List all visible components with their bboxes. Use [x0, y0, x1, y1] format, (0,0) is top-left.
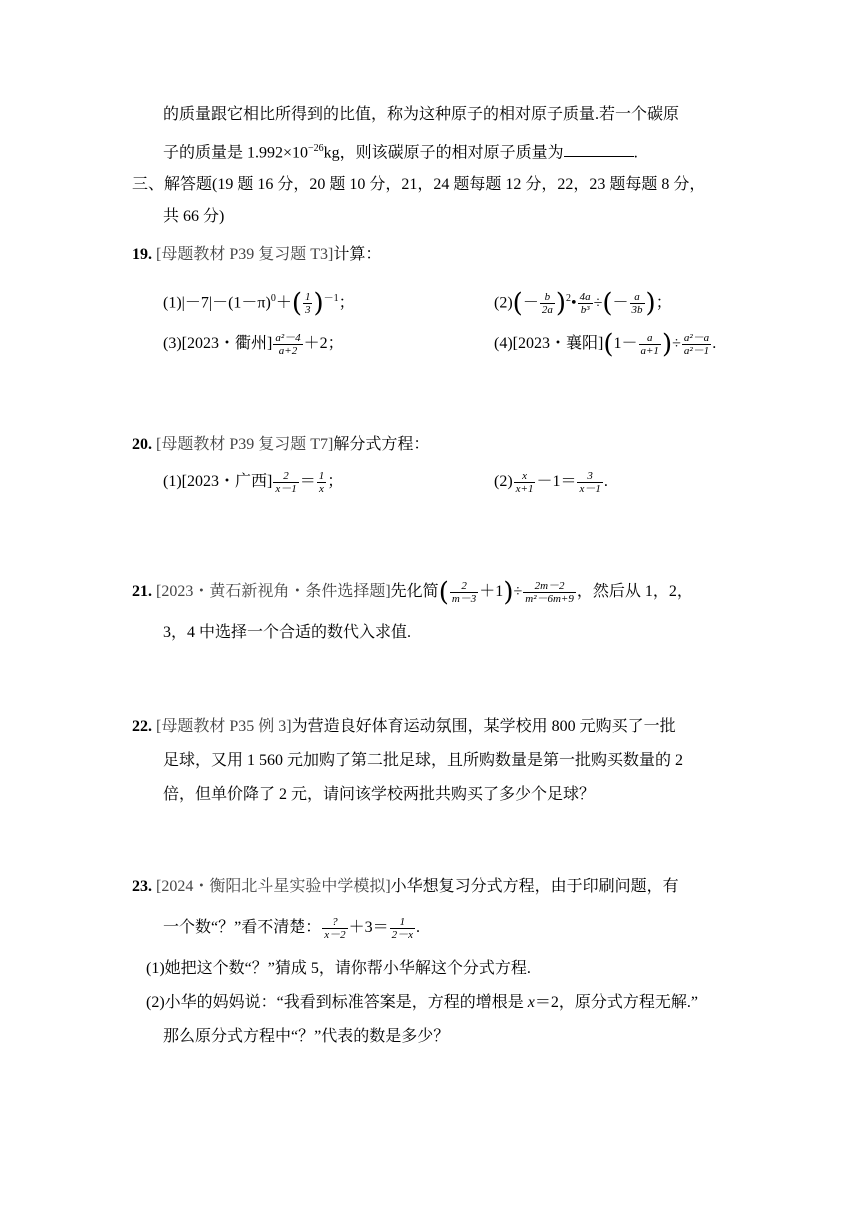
q20-source: [母题教材 P39 复习题 T7] — [156, 436, 334, 453]
left-paren: ( — [291, 288, 302, 319]
numerator: a — [646, 332, 653, 344]
q21-number: 21. — [132, 583, 152, 601]
q20-p2-fraction-2 — [577, 470, 602, 495]
q19-p4-fraction-2 — [682, 332, 711, 357]
q19-p3-label: (3)[2023・衢州] — [163, 335, 273, 353]
intro-line-2 — [163, 138, 638, 164]
q19-p1-fraction — [303, 291, 313, 316]
q21-div: ÷ — [513, 583, 523, 601]
denominator: x+1 — [515, 483, 534, 495]
q23-part-1: (1)她把这个数“？”猜成 5，请你帮小华解这个分式方程. — [146, 960, 531, 977]
q19-number: 19. — [132, 246, 152, 263]
q19-p2-label: (2) — [494, 294, 513, 312]
q22-line-3: 倍，但单价降了 2 元，请问该学校两批共购买了多少个足球？ — [163, 786, 596, 803]
left-paren: ( — [512, 288, 523, 319]
q23-p2-post: ＝2，原分式方程无解.” — [534, 994, 698, 1011]
q19-part-2: (2)(－ $\frac{b}{2a}$ )$^2$• $\frac{4a}{\text{b³}}$ ÷(－ $\frac{a}{3b}$ )； — [494, 288, 672, 319]
q20-p1-label: (1)[2023・广西] — [163, 473, 273, 491]
q20-p1-end: ； — [327, 473, 344, 491]
q20-p2-label: (2) — [494, 473, 513, 491]
q22-line-2: 足球，又用 1 560 元加购了第二批足球，且所购数量是第一批购买数量的 2 — [163, 752, 684, 769]
q21-fraction-2 — [523, 580, 576, 605]
denominator: x－1 — [579, 483, 601, 495]
q22-source: [母题教材 P35 例 3] — [156, 718, 292, 735]
q23-fraction-1 — [322, 916, 347, 941]
q19-p2-div: ÷ — [593, 294, 603, 312]
q23-text-1: 小华想复习分式方程，由于印刷问题，有 — [390, 878, 679, 895]
q20-header — [132, 434, 429, 456]
section-heading-line-2: 共 66 分) — [163, 208, 225, 225]
q20-part-2 — [494, 470, 608, 495]
denominator: x — [317, 482, 327, 495]
numerator: 2 — [461, 580, 467, 592]
q20-p2-fraction-1 — [514, 470, 536, 495]
q22-text-1: 为营造良好体育运动氛围，某学校用 800 元购买了一批 — [291, 718, 676, 735]
q19-p1-exp0: 0 — [270, 293, 276, 304]
q19-source: [母题教材 P39 复习题 T3] — [156, 246, 334, 263]
numerator: ? — [332, 916, 338, 928]
numerator: a²－4 — [275, 332, 301, 344]
q23-number: 23. — [132, 878, 152, 895]
q19-part-4 — [494, 329, 717, 360]
intro-line-2-post: kg，则该碳原子的相对原子质量为 — [323, 144, 564, 162]
q20-p1-eq: ＝ — [299, 473, 316, 491]
q19-p3-fraction — [273, 332, 302, 357]
q21-fraction-1 — [450, 580, 478, 605]
q20-number: 20. — [132, 436, 152, 453]
q19-p1-text: |－7|－(1－π) — [181, 294, 271, 312]
q19-p1-label: (1) — [163, 294, 182, 312]
q20-p2-end: . — [603, 473, 608, 491]
q20-p1-fraction-1 — [273, 470, 298, 495]
q21-line-1 — [132, 577, 693, 608]
q19-p2-fraction-1 — [540, 291, 555, 316]
q21-line-2: 3，4 中选择一个合适的数代入求值. — [163, 624, 412, 641]
right-paren: ) — [503, 577, 514, 608]
q19-p1-exp: －1 — [323, 293, 339, 304]
denominator: 3b — [631, 304, 643, 317]
q23-fraction-2 — [390, 916, 415, 941]
numerator: a — [634, 291, 640, 304]
denominator: a+1 — [640, 345, 659, 357]
left-paren: ( — [603, 329, 614, 360]
numerator: 2m－2 — [534, 580, 565, 592]
numerator: x — [522, 470, 527, 482]
q19-p2-square: 2 — [565, 293, 571, 304]
q22-line-1 — [132, 716, 676, 738]
intro-line-2-pre: 子的质量是 1.992×10 — [163, 144, 309, 162]
q19-part-3 — [163, 332, 344, 357]
q21-title: 先化简 — [390, 583, 439, 601]
denominator: a+2 — [273, 344, 302, 357]
denominator: 2a — [541, 304, 553, 317]
q20-p2-mid: －1＝ — [536, 473, 577, 491]
denominator: 2－x — [391, 929, 414, 941]
right-paren: ) — [313, 288, 324, 319]
q22-number: 22. — [132, 718, 152, 735]
q19-p2-fraction-3 — [630, 291, 645, 316]
q19-part-1 — [163, 288, 355, 319]
q23-part-2-line-2: 那么原分式方程中“？”代表的数是多少？ — [163, 1028, 450, 1045]
numerator: 1 — [304, 291, 311, 304]
intro-exponent: −26 — [308, 143, 324, 154]
section-heading-line-1: 三、解答题(19 题 16 分，20 题 10 分，21，24 题每题 12 分，22，23 题每题 8 分， — [132, 176, 706, 193]
numerator: 1 — [399, 916, 406, 928]
right-paren: ) — [555, 288, 566, 319]
numerator: 1 — [318, 470, 325, 482]
numerator: 3 — [587, 470, 593, 482]
q19-title: 计算： — [333, 246, 382, 263]
left-paren: ( — [438, 577, 449, 608]
q20-p1-fraction-2 — [317, 470, 327, 495]
q20-title: 解分式方程： — [333, 436, 430, 453]
q23-mid: ＋3＝ — [348, 919, 389, 937]
q21-plus: ＋1 — [479, 583, 504, 601]
numerator: b — [544, 291, 551, 304]
numerator: 4a — [579, 291, 591, 304]
denominator: 3 — [304, 304, 311, 317]
q19-p4-label: (4)[2023・襄阳] — [494, 335, 604, 353]
q23-p2-pre: (2)小华的妈妈说：“我看到标准答案是，方程的增根是 — [146, 994, 528, 1011]
numerator: 2 — [283, 470, 289, 482]
q21-source: [2023・黄石新视角・条件选择题] — [156, 583, 391, 601]
intro-line-2-end: . — [633, 144, 638, 162]
q19-p4-end: . — [712, 335, 717, 353]
q19-p4-fraction-1 — [639, 332, 661, 357]
q23-part-2-line-1 — [146, 992, 698, 1014]
q20-part-1 — [163, 470, 343, 495]
denominator: x－1 — [275, 483, 297, 495]
q19-p1-plus: ＋ — [275, 294, 292, 312]
q23-p2-var: x — [527, 994, 535, 1011]
denominator: m²－6m+9 — [525, 593, 574, 605]
q19-p3-rest: ＋2； — [303, 335, 344, 353]
denominator: x－2 — [324, 929, 346, 941]
q19-p2-dot: • — [570, 294, 577, 312]
q21-tail: ，然后从 1，2， — [576, 583, 693, 601]
right-paren: ) — [661, 329, 673, 360]
answer-blank[interactable] — [564, 142, 634, 157]
q19-p4-div: ÷ — [672, 335, 681, 353]
q23-line-1 — [132, 876, 679, 898]
numerator: a²－a — [683, 332, 710, 344]
left-paren: ( — [602, 288, 613, 319]
denominator: b³ — [578, 303, 593, 316]
intro-line-1: 的质量跟它相比所得到的比值，称为这种原子的相对原子质量.若一个碳原 — [163, 106, 680, 123]
denominator: m－3 — [451, 593, 477, 605]
q19-p2-fraction-2 — [578, 291, 593, 316]
q19-header — [132, 244, 381, 266]
right-paren: ) — [645, 288, 656, 319]
q19-p2-end: ； — [655, 294, 672, 312]
q23-end: . — [416, 919, 421, 937]
q23-source: [2024・衡阳北斗星实验中学模拟] — [156, 878, 391, 895]
q23-text-2: 一个数“？”看不清楚： — [163, 919, 322, 937]
q19-p1-end: ； — [338, 294, 355, 312]
q19-p4-one: 1－ — [613, 335, 638, 353]
q23-line-2 — [163, 916, 420, 941]
denominator: a²－1 — [683, 345, 710, 357]
